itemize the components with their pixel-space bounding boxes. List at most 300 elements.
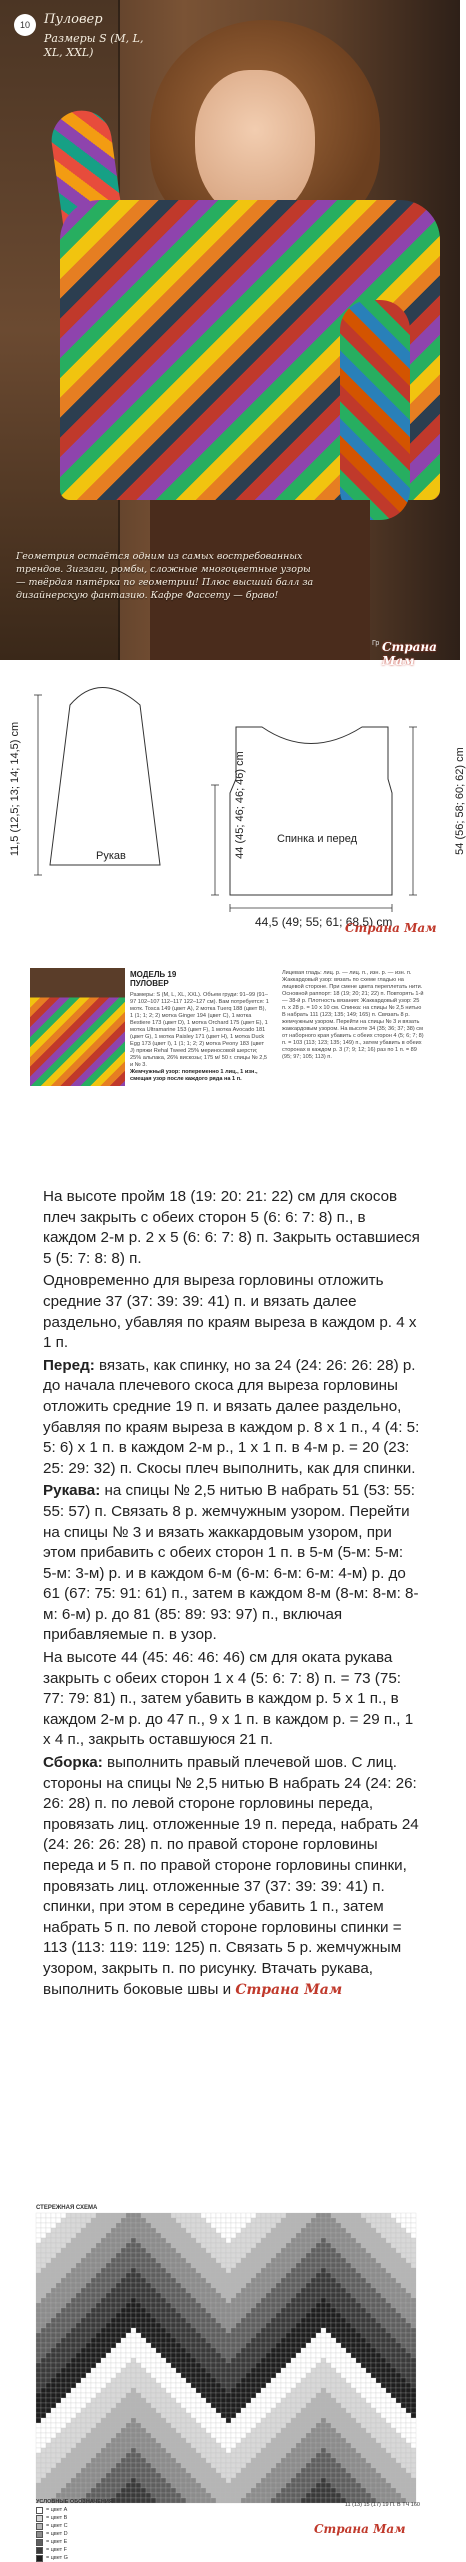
- chart-cell: [376, 2453, 381, 2458]
- chart-cell: [256, 2463, 261, 2468]
- chart-cell: [361, 2428, 366, 2433]
- chart-cell: [161, 2323, 166, 2328]
- chart-cell: [176, 2348, 181, 2353]
- chart-cell: [291, 2338, 296, 2343]
- chart-cell: [181, 2468, 186, 2473]
- chart-cell: [306, 2238, 311, 2243]
- chart-cell: [211, 2473, 216, 2478]
- chart-cell: [271, 2323, 276, 2328]
- chart-cell: [291, 2333, 296, 2338]
- chart-cell: [366, 2478, 371, 2483]
- chart-cell: [366, 2353, 371, 2358]
- chart-cell: [141, 2458, 146, 2463]
- chart-cell: [101, 2403, 106, 2408]
- chart-cell: [271, 2283, 276, 2288]
- chart-cell: [181, 2303, 186, 2308]
- chart-cell: [166, 2458, 171, 2463]
- chart-cell: [186, 2358, 191, 2363]
- chart-cell: [201, 2268, 206, 2273]
- chart-cell: [296, 2408, 301, 2413]
- legend-label: = цвет D: [46, 2531, 68, 2537]
- chart-cell: [236, 2233, 241, 2238]
- chart-cell: [376, 2323, 381, 2328]
- chart-cell: [281, 2253, 286, 2258]
- chart-cell: [241, 2333, 246, 2338]
- chart-cell: [61, 2243, 66, 2248]
- chart-cell: [326, 2323, 331, 2328]
- chart-cell: [236, 2298, 241, 2303]
- chart-cell: [261, 2238, 266, 2243]
- text-watermark: Страна Мам: [235, 1981, 343, 1998]
- chart-cell: [121, 2313, 126, 2318]
- chart-cell: [256, 2338, 261, 2343]
- chart-cell: [366, 2248, 371, 2253]
- chart-cell: [281, 2263, 286, 2268]
- chart-cell: [226, 2408, 231, 2413]
- chart-cell: [351, 2238, 356, 2243]
- chart-cell: [381, 2433, 386, 2438]
- chart-cell: [336, 2428, 341, 2433]
- chart-cell: [221, 2348, 226, 2353]
- chart-cell: [236, 2378, 241, 2383]
- chart-cell: [211, 2258, 216, 2263]
- chart-cell: [116, 2388, 121, 2393]
- chart-cell: [96, 2438, 101, 2443]
- chart-cell: [176, 2413, 181, 2418]
- chart-cell: [41, 2278, 46, 2283]
- chart-cell: [331, 2263, 336, 2268]
- chart-cell: [66, 2323, 71, 2328]
- chart-cell: [346, 2378, 351, 2383]
- chart-cell: [326, 2458, 331, 2463]
- chart-cell: [191, 2458, 196, 2463]
- chart-cell: [241, 2443, 246, 2448]
- chart-cell: [266, 2328, 271, 2333]
- chart-cell: [151, 2428, 156, 2433]
- chart-cell: [141, 2278, 146, 2283]
- chart-cell: [276, 2413, 281, 2418]
- chart-cell: [151, 2388, 156, 2393]
- chart-cell: [111, 2443, 116, 2448]
- chart-cell: [186, 2373, 191, 2378]
- chart-cell: [251, 2238, 256, 2243]
- chart-cell: [166, 2253, 171, 2258]
- chart-cell: [156, 2493, 161, 2498]
- chart-cell: [316, 2498, 321, 2503]
- chart-cell: [121, 2283, 126, 2288]
- chart-cell: [66, 2478, 71, 2483]
- chart-cell: [351, 2233, 356, 2238]
- chart-cell: [131, 2248, 136, 2253]
- chart-cell: [236, 2258, 241, 2263]
- chart-cell: [246, 2498, 251, 2503]
- chart-cell: [311, 2468, 316, 2473]
- chart-cell: [246, 2333, 251, 2338]
- chart-cell: [306, 2368, 311, 2373]
- chart-cell: [241, 2463, 246, 2468]
- chart-cell: [211, 2383, 216, 2388]
- chart-cell: [351, 2358, 356, 2363]
- chart-cell: [136, 2318, 141, 2323]
- chart-cell: [311, 2423, 316, 2428]
- chart-cell: [56, 2378, 61, 2383]
- chart-cell: [306, 2453, 311, 2458]
- chart-cell: [346, 2303, 351, 2308]
- chart-cell: [61, 2398, 66, 2403]
- chart-cell: [126, 2498, 131, 2503]
- legend-item: [36, 2554, 113, 2562]
- chart-cell: [266, 2413, 271, 2418]
- chart-cell: [46, 2433, 51, 2438]
- chart-cell: [351, 2463, 356, 2468]
- chart-cell: [81, 2418, 86, 2423]
- chart-cell: [411, 2378, 416, 2383]
- chart-cell: [76, 2343, 81, 2348]
- chart-cell: [191, 2363, 196, 2368]
- chart-cell: [336, 2343, 341, 2348]
- chart-cell: [406, 2478, 411, 2483]
- chart-cell: [46, 2483, 51, 2488]
- chart-cell: [201, 2288, 206, 2293]
- chart-cell: [271, 2343, 276, 2348]
- chart-cell: [271, 2468, 276, 2473]
- chart-cell: [121, 2223, 126, 2228]
- chart-cell: [356, 2453, 361, 2458]
- chart-cell: [146, 2248, 151, 2253]
- chart-cell: [231, 2288, 236, 2293]
- chart-cell: [46, 2443, 51, 2448]
- chart-cell: [326, 2473, 331, 2478]
- chart-cell: [311, 2228, 316, 2233]
- chart-cell: [91, 2253, 96, 2258]
- chart-cell: [361, 2463, 366, 2468]
- chart-cell: [131, 2343, 136, 2348]
- chart-cell: [211, 2478, 216, 2483]
- chart-cell: [301, 2428, 306, 2433]
- chart-cell: [316, 2438, 321, 2443]
- chart-cell: [411, 2413, 416, 2418]
- chart-cell: [301, 2478, 306, 2483]
- chart-cell: [336, 2233, 341, 2238]
- chart-cell: [261, 2373, 266, 2378]
- chart-cell: [261, 2498, 266, 2503]
- chart-cell: [366, 2468, 371, 2473]
- chart-cell: [66, 2473, 71, 2478]
- chart-cell: [176, 2473, 181, 2478]
- chart-cell: [41, 2438, 46, 2443]
- chart-cell: [301, 2308, 306, 2313]
- chart-cell: [91, 2343, 96, 2348]
- chart-cell: [406, 2338, 411, 2343]
- chart-cell: [391, 2488, 396, 2493]
- chart-cell: [111, 2278, 116, 2283]
- chart-cell: [216, 2233, 221, 2238]
- chart-cell: [46, 2223, 51, 2228]
- chart-cell: [81, 2488, 86, 2493]
- chart-cell: [291, 2413, 296, 2418]
- chart-cell: [176, 2248, 181, 2253]
- chart-cell: [276, 2388, 281, 2393]
- chart-cell: [151, 2448, 156, 2453]
- chart-cell: [316, 2428, 321, 2433]
- chart-cell: [341, 2268, 346, 2273]
- chart-cell: [236, 2348, 241, 2353]
- chart-cell: [211, 2373, 216, 2378]
- chart-cell: [301, 2343, 306, 2348]
- chart-cell: [271, 2288, 276, 2293]
- chart-cell: [346, 2488, 351, 2493]
- chart-cell: [196, 2433, 201, 2438]
- chart-cell: [191, 2438, 196, 2443]
- chart-cell: [371, 2428, 376, 2433]
- chart-cell: [201, 2283, 206, 2288]
- chart-cell: [396, 2403, 401, 2408]
- chart-cell: [236, 2288, 241, 2293]
- chart-cell: [401, 2388, 406, 2393]
- chart-cell: [401, 2298, 406, 2303]
- chart-cell: [391, 2483, 396, 2488]
- chart-cell: [386, 2488, 391, 2493]
- chart-cell: [131, 2498, 136, 2503]
- chart-cell: [76, 2413, 81, 2418]
- chart-cell: [351, 2423, 356, 2428]
- chart-cell: [326, 2358, 331, 2363]
- chart-cell: [261, 2313, 266, 2318]
- chart-cell: [266, 2478, 271, 2483]
- chart-cell: [241, 2493, 246, 2498]
- chart-cell: [381, 2343, 386, 2348]
- chart-cell: [61, 2348, 66, 2353]
- chart-cell: [111, 2398, 116, 2403]
- chart-cell: [261, 2453, 266, 2458]
- chart-cell: [61, 2353, 66, 2358]
- chart-cell: [321, 2363, 326, 2368]
- chart-cell: [241, 2243, 246, 2248]
- chart-cell: [371, 2363, 376, 2368]
- chart-cell: [206, 2363, 211, 2368]
- chart-cell: [306, 2278, 311, 2283]
- chart-cell: [301, 2458, 306, 2463]
- chart-cell: [411, 2248, 416, 2253]
- mini-model-name: ПУЛОВЕР: [130, 979, 169, 988]
- chart-cell: [326, 2493, 331, 2498]
- chart-cell: [316, 2398, 321, 2403]
- chart-cell: [71, 2413, 76, 2418]
- chart-cell: [326, 2418, 331, 2423]
- chart-cell: [276, 2248, 281, 2253]
- chart-cell: [156, 2378, 161, 2383]
- chart-cell: [326, 2303, 331, 2308]
- chart-cell: [191, 2493, 196, 2498]
- chart-cell: [61, 2223, 66, 2228]
- chart-cell: [236, 2228, 241, 2233]
- chart-cell: [391, 2373, 396, 2378]
- chart-cell: [216, 2333, 221, 2338]
- chart-cell: [96, 2288, 101, 2293]
- chart-cell: [351, 2398, 356, 2403]
- chart-cell: [151, 2488, 156, 2493]
- chart-cell: [211, 2293, 216, 2298]
- chart-cell: [61, 2368, 66, 2373]
- chart-cell: [406, 2383, 411, 2388]
- chart-cell: [291, 2253, 296, 2258]
- chart-cell: [361, 2418, 366, 2423]
- chart-cell: [166, 2368, 171, 2373]
- chart-cell: [216, 2368, 221, 2373]
- chart-cell: [361, 2223, 366, 2228]
- chart-cell: [171, 2293, 176, 2298]
- chart-cell: [181, 2423, 186, 2428]
- chart-cell: [301, 2413, 306, 2418]
- chart-cell: [116, 2328, 121, 2333]
- chart-cell: [236, 2238, 241, 2243]
- chart-cell: [61, 2298, 66, 2303]
- chart-cell: [151, 2338, 156, 2343]
- chart-cell: [341, 2408, 346, 2413]
- chart-cell: [76, 2333, 81, 2338]
- chart-cell: [351, 2298, 356, 2303]
- chart-cell: [266, 2428, 271, 2433]
- chart-cell: [211, 2273, 216, 2278]
- chart-cell: [181, 2443, 186, 2448]
- chart-cell: [256, 2378, 261, 2383]
- chart-cell: [191, 2448, 196, 2453]
- chart-cell: [391, 2478, 396, 2483]
- chart-cell: [81, 2443, 86, 2448]
- chart-cell: [116, 2213, 121, 2218]
- chart-cell: [286, 2218, 291, 2223]
- chart-cell: [116, 2363, 121, 2368]
- chart-cell: [261, 2223, 266, 2228]
- chart-cell: [36, 2418, 41, 2423]
- chart-cell: [286, 2228, 291, 2233]
- chart-cell: [86, 2468, 91, 2473]
- chart-cell: [241, 2318, 246, 2323]
- chart-cell: [391, 2318, 396, 2323]
- chart-cell: [181, 2498, 186, 2503]
- chart-cell: [216, 2433, 221, 2438]
- chart-cell: [41, 2398, 46, 2403]
- chart-cell: [266, 2343, 271, 2348]
- chart-cell: [221, 2448, 226, 2453]
- chart-cell: [126, 2383, 131, 2388]
- chart-cell: [151, 2458, 156, 2463]
- chart-cell: [251, 2343, 256, 2348]
- chart-cell: [201, 2443, 206, 2448]
- chart-cell: [276, 2393, 281, 2398]
- chart-cell: [346, 2328, 351, 2333]
- chart-cell: [201, 2488, 206, 2493]
- chart-cell: [181, 2233, 186, 2238]
- chart-cell: [241, 2373, 246, 2378]
- chart-cell: [151, 2273, 156, 2278]
- chart-cell: [266, 2283, 271, 2288]
- paragraph-sleeve-cap: На высоте 44 (45: 46: 46: 46) см для оката рукава закрыть с обеих сторон 1 x 4 (5: 6: 7: 8) п. = 73 (75: 77: 79: 81) п., затем убавить в каждом р. 5 x 1 п., в каждом 2-м р. до 47 п., 9 x 1 п. в каждом р. = 29 п., 1 x 4 п., закрыть оставшуюся 21 п.: [43, 1649, 414, 1749]
- chart-cell: [216, 2243, 221, 2248]
- chart-cell: [246, 2418, 251, 2423]
- chart-cell: [391, 2358, 396, 2363]
- chart-cell: [116, 2408, 121, 2413]
- chart-cell: [171, 2238, 176, 2243]
- chart-cell: [236, 2428, 241, 2433]
- chart-cell: [171, 2383, 176, 2388]
- chart-cell: [251, 2478, 256, 2483]
- chart-cell: [411, 2403, 416, 2408]
- chart-cell: [86, 2483, 91, 2488]
- chart-cell: [86, 2353, 91, 2358]
- chart-cell: [186, 2348, 191, 2353]
- chart-cell: [46, 2413, 51, 2418]
- chart-cell: [321, 2378, 326, 2383]
- chart-cell: [126, 2313, 131, 2318]
- chart-cell: [206, 2288, 211, 2293]
- chart-cell: [51, 2328, 56, 2333]
- chart-cell: [41, 2288, 46, 2293]
- chart-cell: [156, 2293, 161, 2298]
- chart-cell: [361, 2363, 366, 2368]
- chart-cell: [311, 2358, 316, 2363]
- chart-cell: [101, 2368, 106, 2373]
- chart-cell: [251, 2453, 256, 2458]
- chart-cell: [276, 2268, 281, 2273]
- chart-cell: [231, 2418, 236, 2423]
- chart-cell: [206, 2318, 211, 2323]
- chart-cell: [246, 2373, 251, 2378]
- chart-cell: [51, 2458, 56, 2463]
- chart-cell: [136, 2258, 141, 2263]
- chart-cell: [341, 2318, 346, 2323]
- chart-cell: [96, 2238, 101, 2243]
- chart-cell: [366, 2403, 371, 2408]
- chart-cell: [356, 2263, 361, 2268]
- chart-cell: [186, 2443, 191, 2448]
- chart-cell: [381, 2318, 386, 2323]
- chart-cell: [346, 2368, 351, 2373]
- chart-cell: [236, 2213, 241, 2218]
- chart-cell: [231, 2248, 236, 2253]
- legend-swatch: [36, 2515, 43, 2522]
- chart-cell: [46, 2403, 51, 2408]
- chart-cell: [81, 2228, 86, 2233]
- chart-cell: [156, 2433, 161, 2438]
- chart-cell: [336, 2353, 341, 2358]
- chart-cell: [271, 2273, 276, 2278]
- chart-cell: [41, 2293, 46, 2298]
- chart-cell: [181, 2413, 186, 2418]
- chart-cell: [296, 2293, 301, 2298]
- chart-cell: [311, 2263, 316, 2268]
- chart-cell: [351, 2453, 356, 2458]
- chart-cell: [261, 2418, 266, 2423]
- chart-cell: [86, 2303, 91, 2308]
- chart-cell: [366, 2263, 371, 2268]
- chart-cell: [186, 2423, 191, 2428]
- chart-cell: [41, 2378, 46, 2383]
- chart-cell: [116, 2278, 121, 2283]
- chart-cell: [336, 2398, 341, 2403]
- chart-cell: [336, 2468, 341, 2473]
- chart-cell: [376, 2408, 381, 2413]
- chart-cell: [151, 2218, 156, 2223]
- chart-cell: [91, 2428, 96, 2433]
- chart-cell: [166, 2248, 171, 2253]
- chart-cell: [286, 2463, 291, 2468]
- chart-cell: [156, 2453, 161, 2458]
- chart-cell: [171, 2448, 176, 2453]
- chart-cell: [221, 2408, 226, 2413]
- chart-cell: [131, 2373, 136, 2378]
- chart-cell: [96, 2408, 101, 2413]
